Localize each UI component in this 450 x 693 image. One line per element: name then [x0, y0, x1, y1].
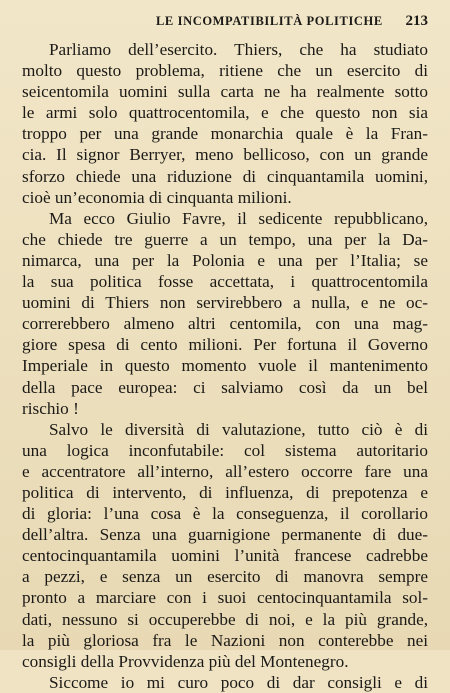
text-line: centocinquantamila uomini l’unità francese cadrebbe	[22, 546, 428, 566]
text-line: a pezzi, e senza un esercito di manovra sempre	[22, 567, 428, 587]
text-line: dati, nessuno si occuperebbe di noi, e la più grande,	[22, 609, 428, 629]
text-line: seicentomila uomini sulla carta ne ha realmente sotto	[22, 82, 428, 102]
text-line: la sua politica fosse accettata, i quattrocentomila	[22, 272, 428, 292]
text-line: molto questo problema, ritiene che un esercito di	[22, 61, 428, 81]
text-line: uomini di Thiers non servirebbero a nulla, e ne oc-	[22, 293, 428, 313]
text-line: di gloria: l’una cosa è la conseguenza, il corollario	[22, 504, 428, 524]
text-line: che chiede tre guerre a un tempo, una per la Da-	[22, 229, 428, 249]
text-line: consigli della Provvidenza più del Montenegro.	[22, 651, 349, 671]
text-line: della pace europea: ci salviamo così da un bel	[22, 377, 428, 397]
text-line: Imperiale in questo momento vuole il mantenimento	[22, 356, 428, 376]
text-line: la più gloriosa fra le Nazioni non conterebbe nei	[22, 630, 428, 650]
text-line: e accentratore all’interno, all’estero occorre fare una	[22, 461, 428, 481]
page-number: 213	[405, 13, 428, 29]
text-line: giore spesa di cento milioni. Per fortuna il Governo	[22, 335, 428, 355]
text-line: rischio !	[22, 398, 79, 418]
text-line: nimarca, una per la Polonia e una per l’Italia; se	[22, 250, 428, 270]
text-line: correrebbero almeno altri centomila, con una mag-	[22, 314, 428, 334]
text-line: cia. Il signor Berryer, meno bellicoso, con un grande	[22, 145, 428, 165]
text-line: Ma ecco Giulio Favre, il sedicente repubblicano,	[49, 208, 428, 228]
text-line: politica di intervento, di influenza, di prepotenza e	[22, 482, 428, 502]
text-line: cioè un’economia di cinquanta milioni.	[22, 187, 292, 207]
text-line: dell’altra. Senza una guarnigione permanente di due-	[22, 525, 428, 545]
page-body-text	[22, 39, 428, 693]
text-line: pronto a marciare con i suoi centocinquantamila sol-	[22, 588, 428, 608]
text-line: Salvo le diversità di valutazione, tutto ciò è di	[49, 419, 428, 439]
running-title: LE INCOMPATIBILITÀ POLITICHE	[156, 14, 383, 28]
text-line: Parliamo dell’esercito. Thiers, che ha studiato	[49, 40, 428, 59]
text-line: sforzo chiede una riduzione di cinquantamila uomini,	[22, 166, 428, 186]
text-line: Siccome io mi curo poco di dar consigli e di	[49, 672, 428, 692]
text-line: le armi solo quattrocentomila, e che questo non sia	[22, 103, 428, 123]
page-header	[24, 14, 428, 34]
text-line: troppo per una grande monarchia quale è la Fran-	[22, 124, 428, 144]
text-line: una logica inconfutabile: col sistema autoritario	[22, 440, 428, 460]
